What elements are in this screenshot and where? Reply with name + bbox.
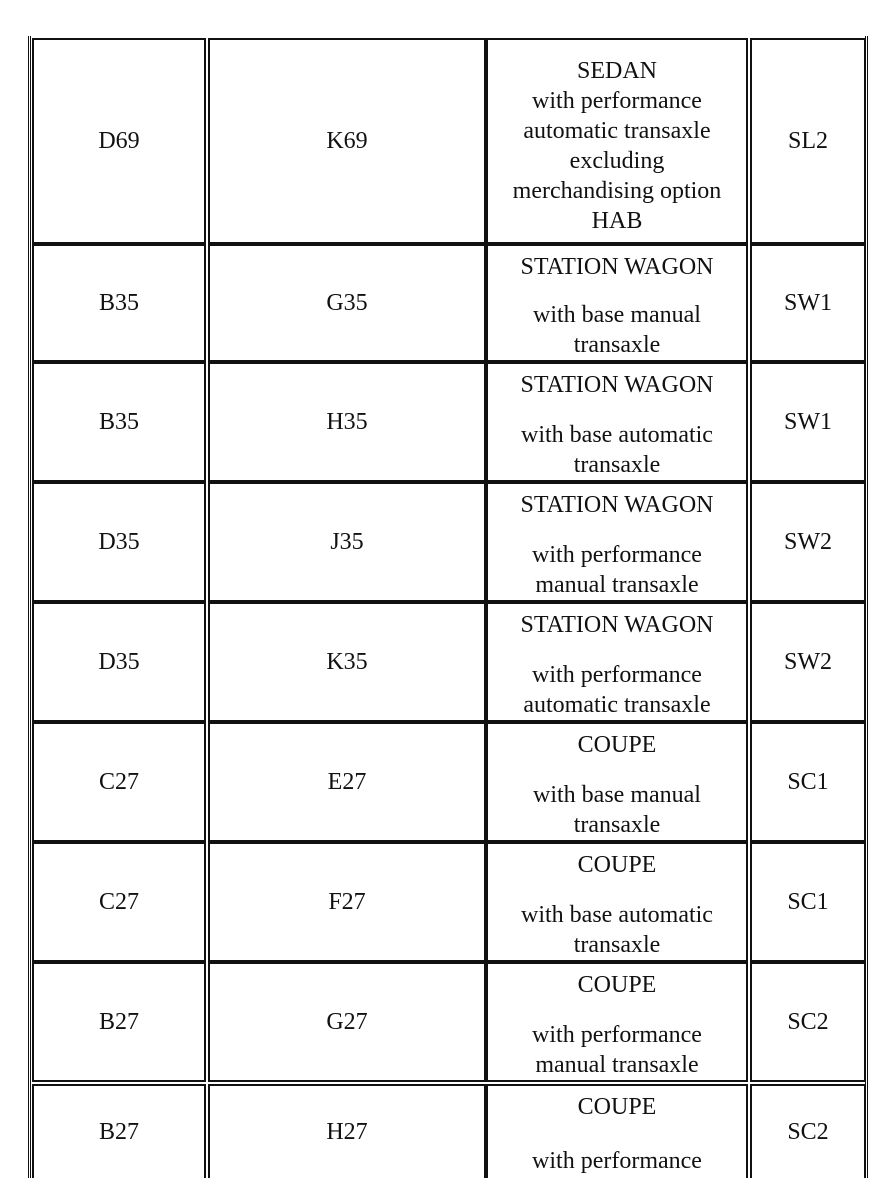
description-line: with base manual (533, 302, 701, 328)
cell-body-code: D35 (32, 482, 206, 602)
cell-description (486, 1084, 748, 1178)
table-row (30, 362, 866, 482)
cell-description (486, 722, 748, 842)
description-line: manual transaxle (535, 1052, 699, 1078)
description-title: STATION WAGON (520, 492, 714, 518)
description-line: transaxle (573, 932, 661, 958)
cell-model-code: K69 (208, 38, 486, 244)
cell-description (486, 38, 748, 244)
description-line: transaxle (573, 332, 661, 358)
description-line: automatic transaxle (523, 118, 711, 144)
cell-description (486, 244, 748, 362)
description-title: COUPE (577, 972, 657, 998)
cell-body-code: D69 (32, 38, 206, 244)
table-row (30, 1084, 866, 1178)
description-title: SEDAN (576, 58, 657, 84)
description-line: automatic transaxle (523, 692, 711, 718)
cell-series-code: SW2 (750, 602, 866, 722)
description-title: STATION WAGON (520, 372, 714, 398)
description-line: excluding (569, 148, 665, 174)
table-row (30, 602, 866, 722)
cell-description (486, 602, 748, 722)
cell-description (486, 482, 748, 602)
description-line: with base automatic (521, 422, 713, 448)
cell-series-code: SW2 (750, 482, 866, 602)
cell-series-code: SC2 (750, 962, 866, 1082)
description-line: manual transaxle (535, 572, 699, 598)
table-row (30, 842, 866, 962)
cell-model-code: F27 (208, 842, 486, 962)
cell-model-code: H27 (208, 1084, 486, 1178)
cell-model-code: K35 (208, 602, 486, 722)
cell-body-code: C27 (32, 842, 206, 962)
cell-model-code: E27 (208, 722, 486, 842)
table-row (30, 244, 866, 362)
cell-series-code: SW1 (750, 244, 866, 362)
cell-model-code: G35 (208, 244, 486, 362)
description-line: HAB (591, 208, 643, 234)
cell-body-code: B27 (32, 962, 206, 1082)
cell-series-code: SC2 (750, 1084, 866, 1178)
cell-model-code: H35 (208, 362, 486, 482)
description-line: with performance (532, 88, 702, 114)
description-line: transaxle (573, 452, 661, 478)
cell-description (486, 362, 748, 482)
description-title: STATION WAGON (520, 612, 714, 638)
description-title: COUPE (577, 852, 657, 878)
description-line: merchandising option (512, 178, 722, 204)
cell-series-code: SW1 (750, 362, 866, 482)
cell-body-code: D35 (32, 602, 206, 722)
description-line: with base automatic (521, 902, 713, 928)
table-row (30, 722, 866, 842)
description-title: COUPE (577, 1094, 657, 1120)
description-title: COUPE (577, 732, 657, 758)
description-line: with base manual (533, 782, 701, 808)
table-row (30, 38, 866, 244)
cell-body-code: B27 (32, 1084, 206, 1178)
cell-series-code: SC1 (750, 722, 866, 842)
description-line: with performance (532, 1022, 702, 1048)
cell-body-code: B35 (32, 244, 206, 362)
cell-model-code: G27 (208, 962, 486, 1082)
description-line: with performance (532, 1148, 702, 1174)
cell-series-code: SL2 (750, 38, 866, 244)
table-row (30, 482, 866, 602)
cell-description (486, 842, 748, 962)
description-line: transaxle (573, 812, 661, 838)
cell-description (486, 962, 748, 1082)
description-line: with performance (532, 542, 702, 568)
cell-body-code: C27 (32, 722, 206, 842)
cell-model-code: J35 (208, 482, 486, 602)
description-title: STATION WAGON (520, 254, 714, 280)
cell-body-code: B35 (32, 362, 206, 482)
table-row (30, 962, 866, 1082)
description-line: with performance (532, 662, 702, 688)
cell-series-code: SC1 (750, 842, 866, 962)
